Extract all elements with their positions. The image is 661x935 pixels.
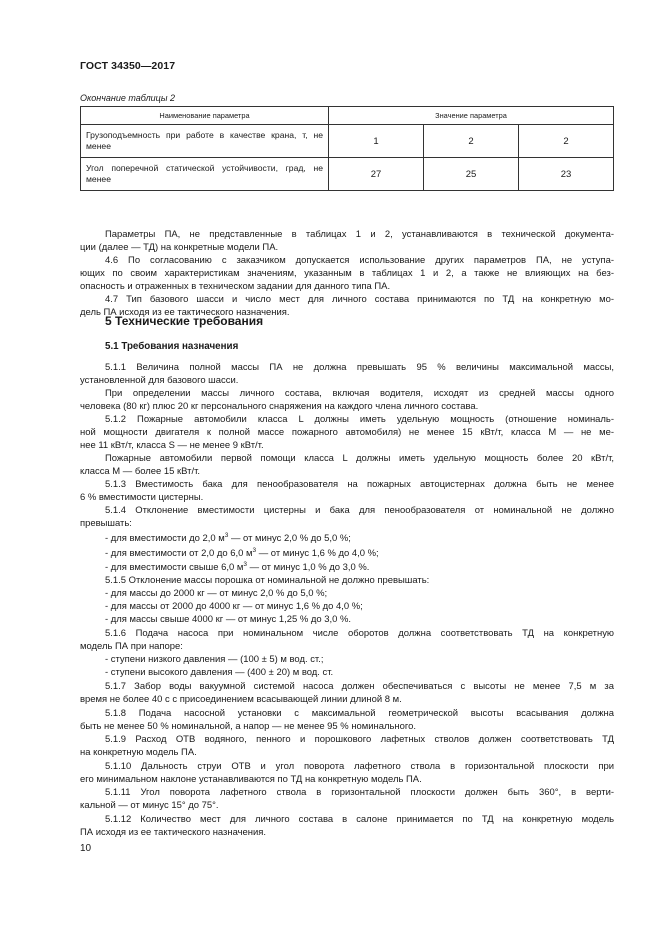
text-line: модель ПА при напоре:	[80, 641, 183, 652]
text-line: 4.6 По согласованию с заказчиком допускается использование других параметров ПА, не уступа-	[105, 255, 614, 266]
list-item	[105, 532, 614, 545]
text-line: 5.1.5 Отклонение массы порошка от номинальной не должно превышать:	[105, 575, 430, 586]
row-value: 23	[519, 158, 614, 191]
row-value: 25	[424, 158, 519, 191]
text-line: 5.1.10 Дальность струи ОТВ и угол поворота лафетного ствола в горизонтальной плоскости при	[105, 761, 614, 772]
table-row	[81, 158, 614, 191]
list-item-text: — от минус 2,0 % до 5,0 %;	[228, 533, 351, 544]
text-line: ции (далее — ТД) на конкретные модели ПА.	[80, 242, 279, 253]
column-header-parameter: Наименование параметра	[81, 107, 329, 125]
subsection-heading: 5.1 Требования назначения	[105, 341, 239, 352]
text-line: опасность и отраженных в техническом задании для данного типа ПА.	[80, 281, 391, 292]
text-line: 4.7 Тип базового шасси и число мест для личного состава принимаются по ТД на конкретную мо-	[105, 294, 614, 305]
list-item-text: - для вместимости до 2,0 м	[105, 533, 225, 544]
list-item: - для массы свыше 4000 кг — от минус 1,25 % до 3,0 %.	[105, 614, 351, 625]
table-header-row	[81, 107, 614, 125]
text-line: При определении массы личного состава, включая водителя, исходят из средней массы одного	[105, 388, 614, 399]
text-line: 5.1.3 Вместимость бака для пенообразователя на пожарных автоцистернах должна быть не менее	[105, 479, 614, 490]
section-heading: 5 Технические требования	[105, 314, 264, 328]
text-line: Параметры ПА, не представленные в таблицах 1 и 2, устанавливаются в технической документа-	[105, 229, 614, 240]
list-item-text: - для вместимости свыше 6,0 м	[105, 562, 244, 573]
text-line: кальной — от минус 15° до 75°.	[80, 800, 219, 811]
text-line: время не более 40 с с присоединением всасывающей линии длиной 8 м.	[80, 694, 402, 705]
text-line: 5.1.11 Угол поворота лафетного ствола в горизонтальной плоскости должен быть 360°, в верти-	[105, 787, 614, 798]
table-row	[81, 125, 614, 158]
text-line: 5.1.8 Подача насосной установки с максимальной геометрической высоты всасывания должна	[105, 708, 614, 719]
text-line: превышать:	[80, 518, 132, 529]
row-value: 2	[519, 125, 614, 158]
column-header-value: Значение параметра	[329, 107, 614, 125]
page-number: 10	[80, 843, 92, 854]
list-item: - для массы от 2000 до 4000 кг — от минус 1,6 % до 4,0 %;	[105, 601, 363, 612]
row-parameter-name: Угол поперечной статической устойчивости, град, не менее	[81, 158, 329, 191]
text-line: его минимальном наклоне устанавливаются по ТД на конкретную модель ПА.	[80, 774, 422, 785]
text-line: 5.1.1 Величина полной массы ПА не должна превышать 95 % величины максимальной массы,	[105, 362, 614, 373]
superscript: 3	[224, 532, 229, 539]
text-line: ющих по своим характеристикам значениям, указанным в таблицах 1 и 2, а также не влияющих на без-	[80, 268, 614, 279]
list-item-text: - для вместимости от 2,0 до 6,0 м	[105, 548, 253, 559]
text-line: ной мощности двигателя к полной массе пожарного автомобиля) не менее 15 кВт/т, класса М — не ме-	[80, 427, 614, 438]
text-line: на конкретную модель ПА.	[80, 747, 197, 758]
row-parameter-name: Грузоподъемность при работе в качестве крана, т, не менее	[81, 125, 329, 158]
superscript: 3	[243, 561, 247, 568]
list-item: - ступени низкого давления — (100 ± 5) м вод. ст.;	[105, 654, 324, 665]
text-line: 5.1.2 Пожарные автомобили класса L должны иметь удельную мощность (отношение номиналь-	[105, 414, 614, 425]
text-line: 5.1.9 Расход ОТВ водяного, пенного и порошкового лафетных стволов должен соответствовать ТД	[105, 734, 614, 745]
list-item-text: — от минус 1,0 % до 3,0 %.	[246, 562, 370, 573]
text-line: 5.1.12 Количество мест для личного состава в салоне принимается по ТД на конкретную модель	[105, 814, 614, 825]
text-line: Пожарные автомобили первой помощи класса L должны иметь удельную мощность более 20 кВт/т,	[105, 453, 614, 464]
text-line: класса М — более 15 кВт/т.	[80, 466, 200, 477]
list-item: - ступени высокого давления — (400 ± 20) м вод. ст.	[105, 667, 334, 678]
text-line: ПА исходя из ее тактического назначения.	[80, 827, 267, 838]
text-line: человека (80 кг) плюс 20 кг персонального снаряжения на каждого члена личного состава.	[80, 401, 479, 412]
text-line: установленной для базового шасси.	[80, 375, 239, 386]
text-line: 5.1.6 Подача насоса при номинальном числе оборотов должна соответствовать ТД на конкретную	[105, 628, 614, 639]
text-line: нее 11 кВт/т, класса S — не менее 9 кВт/т.	[80, 440, 264, 451]
superscript: 3	[252, 547, 257, 554]
document-header: ГОСТ 34350—2017	[80, 60, 176, 72]
text-line: дель ПА исходя из ее тактического назначения.	[80, 307, 290, 318]
row-value: 1	[329, 125, 424, 158]
text-line: 5.1.4 Отклонение вместимости цистерны и бака для пенообразователя от номинальной не должно	[105, 505, 614, 516]
row-value: 2	[424, 125, 519, 158]
text-line: 5.1.7 Забор воды вакуумной системой насоса должен обеспечиваться с высоты не менее 7,5 м за	[105, 681, 614, 692]
list-item	[105, 561, 614, 574]
list-item-text: — от минус 1,6 % до 4,0 %;	[256, 548, 379, 559]
table-caption: Окончание таблицы 2	[80, 93, 175, 103]
row-value: 27	[329, 158, 424, 191]
list-item: - для массы до 2000 кг — от минус 2,0 % до 5,0 %;	[105, 588, 328, 599]
list-item	[105, 547, 614, 560]
text-line: 6 % вместимости цистерны.	[80, 492, 204, 503]
parameters-table	[80, 106, 614, 191]
text-line: быть не менее 50 % номинальной, а напор — не менее 95 % номинального.	[80, 721, 416, 732]
